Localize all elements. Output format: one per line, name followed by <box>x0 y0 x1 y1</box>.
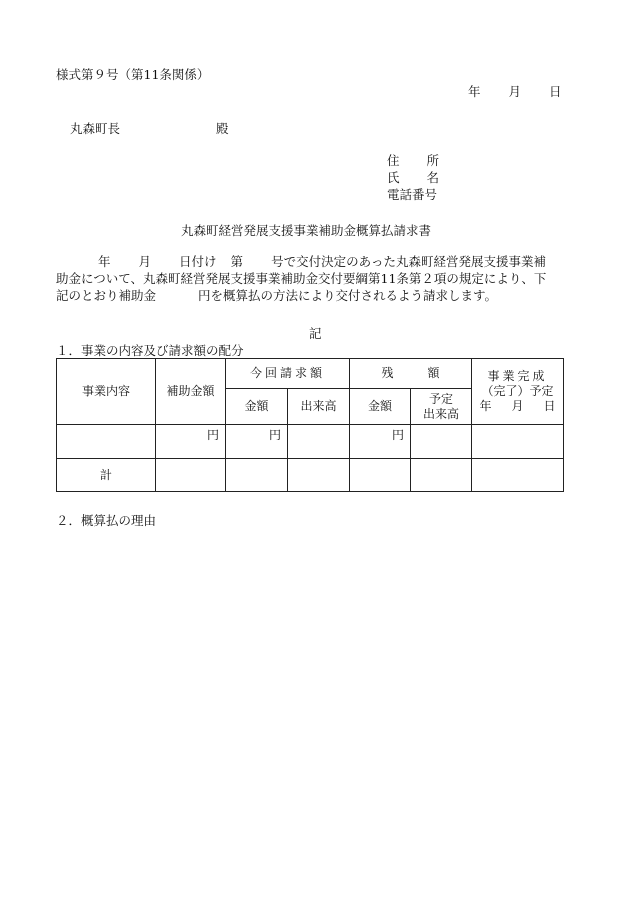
document-title: 丸森町経営発展支援事業補助金概算払請求書 <box>181 223 432 238</box>
cell-total-planned-progress <box>411 459 472 492</box>
body-line1-tail: 号で交付決定のあった丸森町経営発展支援事業補 <box>271 254 546 269</box>
body-number-prefix: 第 <box>230 254 244 269</box>
header-completion-line1: 事業完成 <box>487 369 548 383</box>
applicant-phone-label: 電話番号 <box>387 187 438 202</box>
cell-remaining-amount-yen: 円 <box>350 425 411 459</box>
completion-day: 日 <box>543 399 556 413</box>
cell-total-current-progress <box>288 459 350 492</box>
body-day-ref: 日付け <box>179 254 217 269</box>
cell-total-remaining-amount <box>350 459 411 492</box>
allocation-table <box>56 358 564 492</box>
header-remaining-char-2: 額 <box>427 366 440 380</box>
cell-subsidy-yen: 円 <box>156 425 226 459</box>
header-remaining <box>350 359 472 389</box>
header-current-request: 今回請求額 <box>226 359 350 389</box>
date-year-label: 年 <box>468 84 481 99</box>
recipient-name: 丸森町長 <box>70 121 121 136</box>
cell-planned-progress <box>411 425 472 459</box>
cell-total-current-amount <box>226 459 288 492</box>
name-label-char-1: 氏 <box>387 170 400 185</box>
subheader-amount-remaining: 金額 <box>350 389 411 425</box>
completion-month: 月 <box>511 399 524 413</box>
cell-current-amount-yen: 円 <box>226 425 288 459</box>
header-content: 事業内容 <box>57 359 156 425</box>
date-day-label: 日 <box>549 84 562 99</box>
recipient-honorific: 殿 <box>216 121 229 136</box>
body-line3-tail: 円を概算払の方法により交付されるよう請求します。 <box>198 288 498 303</box>
header-completion-line3 <box>472 399 563 414</box>
applicant-name-label <box>387 170 439 186</box>
subheader-amount: 金額 <box>226 389 288 425</box>
applicant-address-label <box>387 153 439 169</box>
cell-current-progress <box>288 425 350 459</box>
table-header-row-1 <box>57 359 564 389</box>
cell-total-subsidy <box>156 459 226 492</box>
table-total-row <box>57 459 564 492</box>
section1-heading: １．事業の内容及び請求額の配分 <box>56 343 244 358</box>
header-completion <box>472 359 564 425</box>
form-number: 様式第９号（第11条関係） <box>56 67 210 82</box>
subheader-planned-line1: 予定 <box>428 391 453 406</box>
subheader-planned-line2: 出来高 <box>422 406 459 421</box>
date-line <box>468 84 562 100</box>
table-row <box>57 425 564 459</box>
cell-completion-date <box>472 425 564 459</box>
header-completion-line2: （完了）予定 <box>481 384 554 398</box>
body-line-1 <box>56 253 576 270</box>
section2-heading: ２．概算払の理由 <box>56 513 157 528</box>
cell-content <box>57 425 156 459</box>
name-label-char-2: 名 <box>426 170 440 185</box>
cell-total-label: 計 <box>57 459 156 492</box>
subheader-planned-progress <box>411 389 472 425</box>
cell-total-completion <box>472 459 564 492</box>
header-remaining-char-1: 残 <box>381 366 394 380</box>
subheader-progress: 出来高 <box>288 389 350 425</box>
body-line-2: 助金について、丸森町経営発展支援事業補助金交付要綱第11条第２項の規定により、下 <box>56 271 547 286</box>
request-body <box>56 253 576 304</box>
body-year: 年 <box>98 254 111 269</box>
date-month-label: 月 <box>508 84 522 99</box>
recipient-line <box>70 121 229 137</box>
ki-label: 記 <box>309 326 322 341</box>
body-month: 月 <box>138 254 152 269</box>
body-line3-head: 記のとおり補助金 <box>56 288 157 303</box>
completion-year: 年 <box>479 399 492 413</box>
address-label-char-1: 住 <box>387 153 400 168</box>
body-line-3 <box>56 287 576 304</box>
header-subsidy: 補助金額 <box>156 359 226 425</box>
address-label-char-2: 所 <box>426 153 440 168</box>
